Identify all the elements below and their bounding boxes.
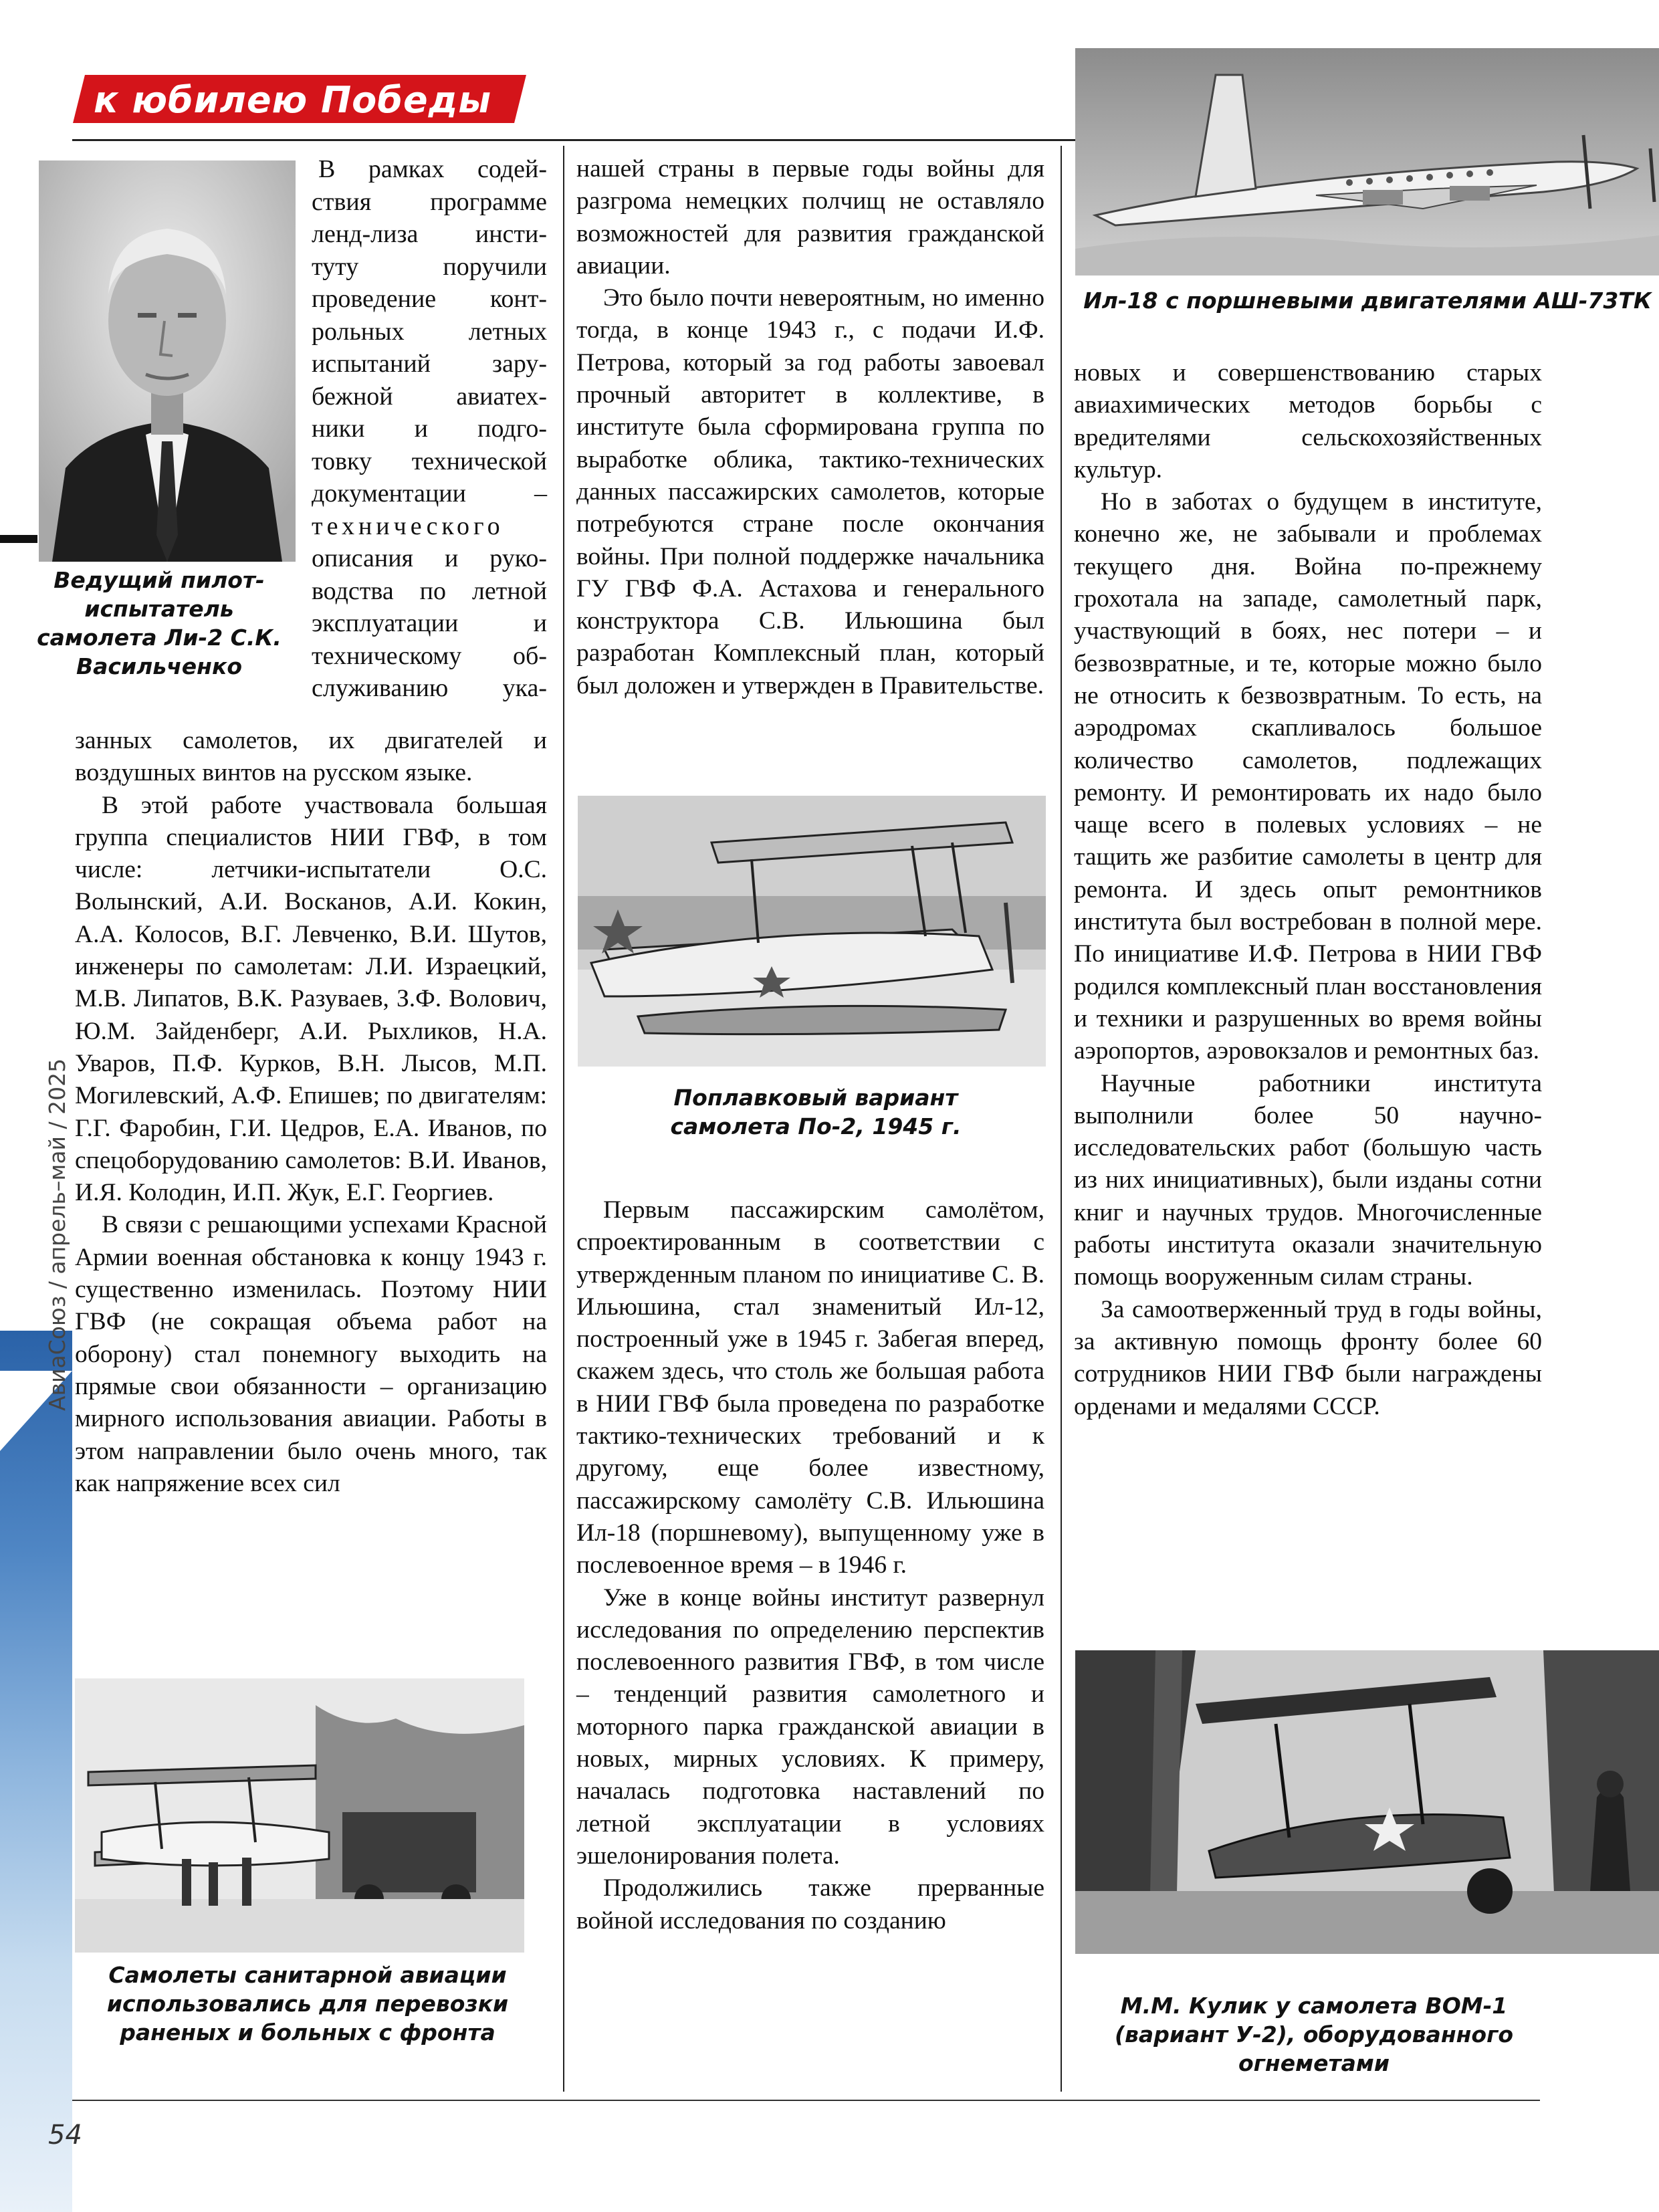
- po2-float-photo: [578, 796, 1046, 1067]
- po2-caption: Поплавковый вариант самолета По-2, 1945 г.: [670, 1085, 962, 1139]
- col2-paragraph-3: Первым пассажирским самолётом, спроектированным в соответствии с утвержденным планом по инициативе С. В. Ильюшина, стал знаменитый Ил-12, построенный уже в 1945 г. Забегая вперед, скажем здесь, что столь же большая работа в НИИ ГВФ была проведена по разработке тактико-технических требований и к другому, еще более известному, пассажирскому самолёту С.В. Ильюшина Ил-18 (поршневому), выпущенному уже в послевоенное время – в 1946 г.: [576, 1196, 1044, 1579]
- wrap-line: эксплуатации и: [312, 609, 547, 637]
- top-rule: [72, 139, 1075, 141]
- wrap-line: служиванию ука-: [312, 674, 547, 702]
- col3-paragraph-4: За самоотверженный труд в годы войны, за активную помощь фронту более 60 сотрудников НИИ ГВФ были награждены орденами и медалями СССР.: [1074, 1295, 1542, 1420]
- wrap-line: технического: [312, 512, 504, 540]
- wrap-line: ленд-лиза инсти-: [312, 220, 547, 248]
- portrait-caption: Ведущий пилот-испытатель самолета Ли-2 С.К. Васильченко: [37, 567, 282, 679]
- wrap-line: бежной авиатех-: [312, 382, 547, 411]
- issue-sidebar: АвиаСоюз / апрель–май / 2025: [44, 1058, 70, 1411]
- wrap-line: описания и руко-: [312, 544, 547, 572]
- col1-wrap-text: [312, 153, 547, 705]
- col1-paragraph-1-continued: занных самолетов, их двигателей и воздушных винтов на русском языке.: [75, 727, 547, 787]
- col1-paragraph-2: В этой работе участвовала большая группа специалистов НИИ ГВФ, в том числе: летчики-испытатели О.С. Волынский, А.И. Восканов, А.И. Кокин, А.А. Колосов, В.Г. Левченко, В.И. Шутов, инженеры по самолетам: Л.И. Израецкий, М.В. Липатов, В.К. Разуваев, З.Ф. Волович, Ю.М. Зайденберг, А.И. Рыхликов, Н.А. Уваров, П.Ф. Курков, В.Н. Лысов, М.П. Могилевский, А.Ф. Епишев; по двигателям: Г.Г. Фаробин, Г.И. Цедров, Е.А. Иванов, по спецоборудованию самолетов: В.И. Иванов, И.Я. Колодин, И.П. Жук, Е.Г. Георгиев.: [75, 791, 547, 1207]
- wrap-line: водства по летной: [312, 576, 547, 605]
- wrap-line: документации –: [312, 479, 547, 508]
- sky-decoration: [0, 1331, 72, 2212]
- wrap-line: проведение конт-: [312, 285, 547, 313]
- wrap-line: рольных летных: [312, 317, 547, 346]
- vom1-photo: [1075, 1650, 1659, 1954]
- col3-paragraph-3: Научные работники института выполнили более 50 научно-исследовательских работ (большую часть из них инициативных), были изданы сотни книг и научных трудов. Многочисленные работы института оказали значительную помощь вооруженным силам страны.: [1074, 1069, 1542, 1291]
- col2-paragraph-4: Уже в конце войны институт развернул исследования по определению перспектив послевоенного развития ГВФ, в том числе – тенденций развития самолетного и моторного парка гражданской авиации в новых, мирных условиях. К примеру, началась подготовка наставлений по летной эксплуатации в условиях эшелонирования полета.: [576, 1583, 1044, 1870]
- col3-paragraph-2: Но в заботах о будущем в институте, конечно же, не забывали и проблемах текущего дня. Война по-прежнему грохотала на западе, самолетный парк, участвующий в боях, нес потери – и безвозвратные, и те, которые можно было не относить к безвозвратным. То есть, на аэродромах скапливалось большое количество самолетов, подлежащих ремонту. И ремонтировать их надо было чаще всего в полевых условиях – не тащить же разбитие самолеты в центр для ремонта. И здесь опыт ремонтников института был востребован в полной мере. По инициативе И.Ф. Петрова в НИИ ГВФ родился комплексный план восстановления и техники и разрушенных во время войны аэропортов, аэровокзалов и ремонтных баз.: [1074, 488, 1542, 1065]
- col1-paragraph-3: В связи с решающими успехами Красной Армии военная обстановка к концу 1943 г. существенно изменилась. Поэтому НИИ ГВФ (не сокращая объема работ на оборону) стал понемногу выходить на прямые свои обязанности – организацию мирного использования авиации. Работы в этом направлении было очень много, так как напряжение всех сил: [75, 1211, 547, 1497]
- wrap-line: туту поручили: [312, 252, 547, 281]
- col3-body: [1074, 357, 1542, 1423]
- wrap-line: ники и подго-: [312, 415, 547, 443]
- column-divider-2: [1061, 146, 1062, 2092]
- page-number: 54: [48, 2120, 82, 2150]
- il18-caption: Ил-18 с поршневыми двигателями АШ-73ТК: [1083, 288, 1652, 314]
- col2-bottom-body: [576, 1194, 1044, 1937]
- col2-paragraph-5: Продолжились также прерванные войной исследования по созданию: [576, 1874, 1044, 1934]
- sanitary-caption: Самолеты санитарной авиации использовались для перевозки раненых и больных с фронта: [106, 1962, 509, 2045]
- col2-top-body: [576, 153, 1044, 702]
- wrap-line: техническому об-: [312, 641, 547, 670]
- col2-paragraph-1: нашей страны в первые годы войны для разгрома немецких полчищ не оставляло возможностей для развития гражданской авиации.: [576, 155, 1044, 280]
- wrap-line: товку технической: [312, 447, 547, 475]
- wrap-line: В рамках содей-: [318, 155, 547, 183]
- portrait-photo: [39, 160, 296, 562]
- col1-body: [75, 725, 547, 1500]
- accent-bar: [0, 535, 37, 543]
- rubric-title: к юбилею Победы: [94, 79, 492, 121]
- col3-paragraph-1: новых и совершенствованию старых авиахимических методов борьбы с вредителями сельскохозяйственных культур.: [1074, 359, 1542, 483]
- vom1-caption: М.М. Кулик у самолета ВОМ-1 (вариант У-2), оборудованного огнеметами: [1114, 1993, 1514, 2076]
- footer-rule: [72, 2100, 1540, 2101]
- wrap-line: испытаний зару-: [312, 350, 547, 378]
- wrap-line: ствия программе: [312, 187, 547, 216]
- sanitary-aircraft-photo: [75, 1678, 524, 1953]
- column-divider-1: [563, 146, 564, 2092]
- il18-photo: [1075, 48, 1659, 275]
- col2-paragraph-2: Это было почти невероятным, но именно тогда, в конце 1943 г., с подачи И.Ф. Петрова, который за год работы завоевал прочный авторитет в коллективе, в институте была сформирована группа по выработке облика, тактико-технических данных пассажирских самолетов, которые потребуются стране после окончания войны. При полной поддержке начальника ГУ ГВФ Ф.А. Астахова и генерального конструктора С.В. Ильюшина был разработан Комплексный план, который был доложен и утвержден в Правительстве.: [576, 284, 1044, 699]
